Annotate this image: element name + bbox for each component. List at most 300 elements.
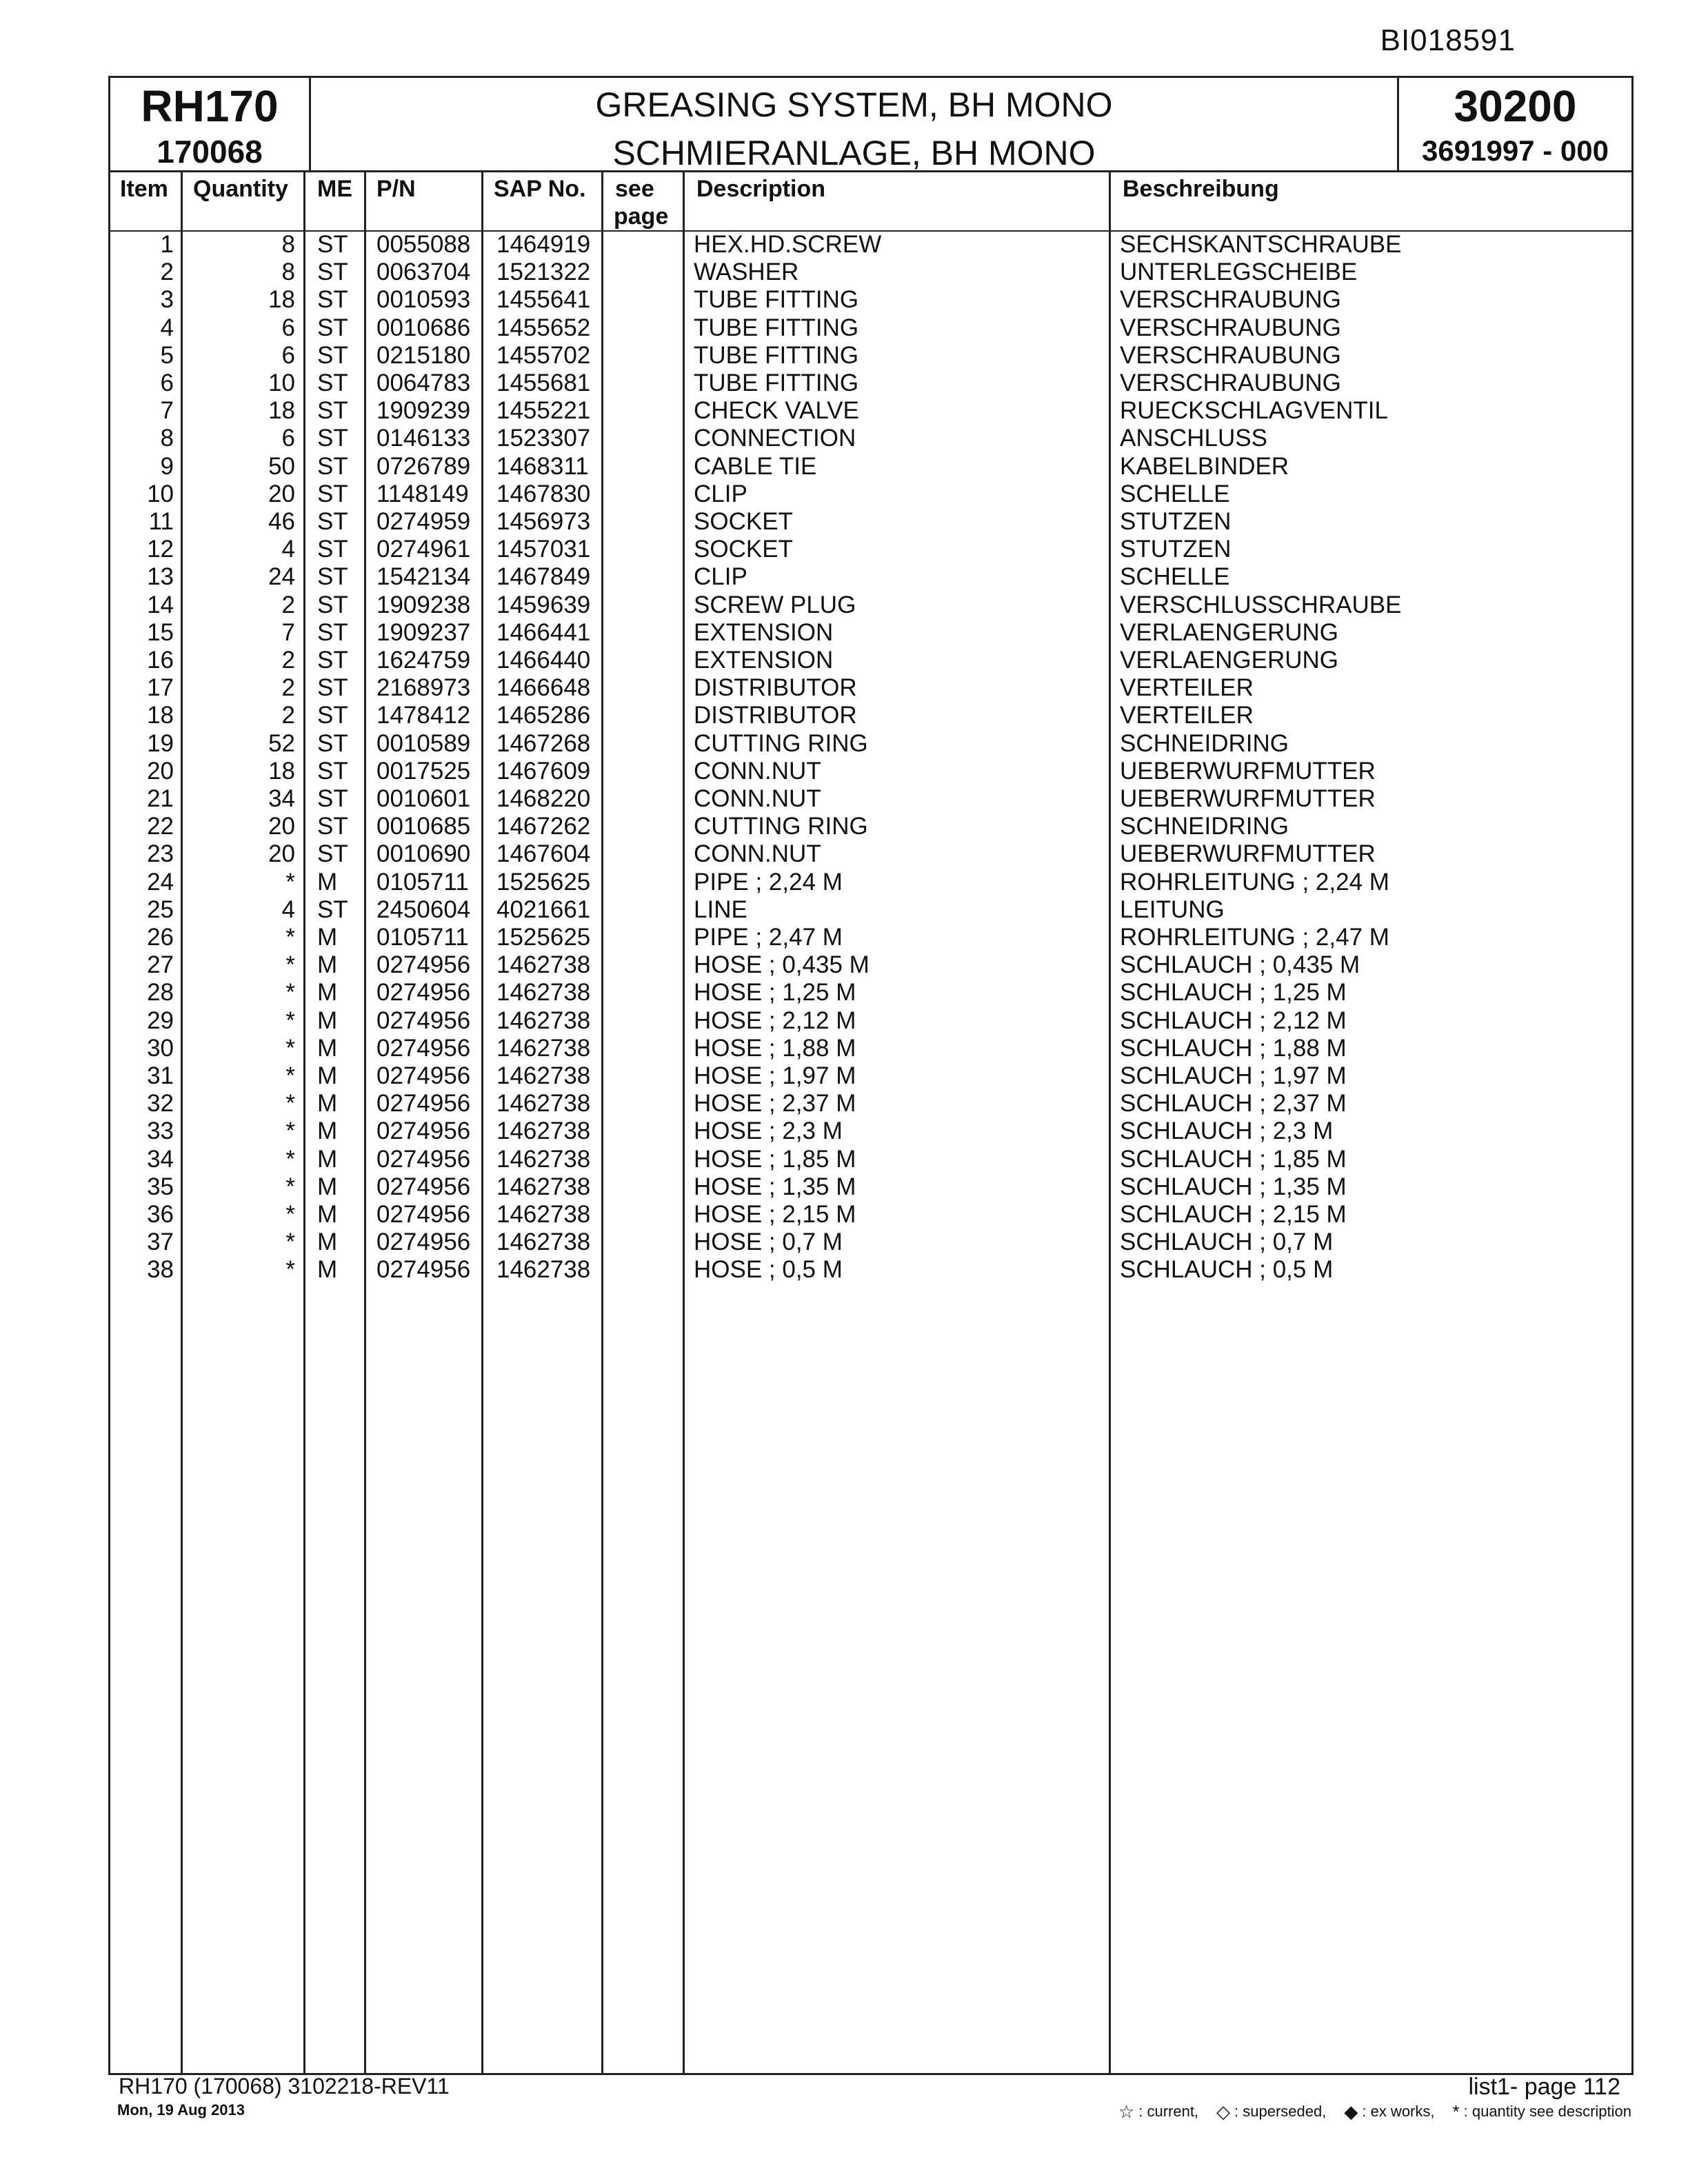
part-number-cell: 1909238 <box>376 591 471 618</box>
table-row <box>0 1035 1688 1062</box>
unit-cell: ST <box>317 785 348 812</box>
sap-number-cell: 1462738 <box>496 951 591 979</box>
table-row <box>0 314 1688 342</box>
table-row <box>0 231 1688 259</box>
sap-number-cell: 1462738 <box>496 1062 591 1089</box>
beschreibung-cell: UEBERWURFMUTTER <box>1120 840 1376 868</box>
sap-number-cell: 1466648 <box>496 674 591 702</box>
part-number-cell: 0274956 <box>376 1090 471 1118</box>
beschreibung-cell: ANSCHLUSS <box>1120 425 1267 452</box>
sap-number-cell: 1455221 <box>496 397 591 425</box>
legend-text: : quantity see description <box>1463 2103 1631 2120</box>
table-row <box>0 674 1688 702</box>
sap-number-cell: 1466441 <box>496 618 591 646</box>
quantity-cell: * <box>285 1034 295 1062</box>
table-row <box>0 1118 1688 1145</box>
unit-cell: M <box>317 1118 338 1145</box>
unit-cell: M <box>317 1090 338 1118</box>
unit-cell: M <box>317 1256 338 1284</box>
diamond-outline-icon: ◇ <box>1216 2101 1231 2122</box>
beschreibung-cell: SCHLAUCH ; 2,15 M <box>1120 1201 1347 1228</box>
table-row <box>0 481 1688 508</box>
footer-date: Mon, 19 Aug 2013 <box>117 2101 245 2119</box>
beschreibung-cell: SCHLAUCH ; 1,88 M <box>1120 1034 1347 1062</box>
item-cell: 36 <box>147 1201 174 1228</box>
sap-number-cell: 1464919 <box>496 231 591 258</box>
item-cell: 26 <box>147 924 174 951</box>
sap-number-cell: 1467609 <box>496 757 591 785</box>
part-number-cell: 1624759 <box>376 647 471 674</box>
unit-cell: ST <box>317 452 348 480</box>
table-row <box>0 1007 1688 1035</box>
item-cell: 34 <box>147 1145 174 1173</box>
beschreibung-cell: SCHNEIDRING <box>1120 813 1289 840</box>
table-row <box>0 1146 1688 1173</box>
serial-number: 170068 <box>157 134 263 170</box>
symbol-legend <box>1118 2103 1631 2121</box>
part-number-cell: 0726789 <box>376 452 471 480</box>
quantity-cell: * <box>285 868 295 896</box>
quantity-cell: 46 <box>268 508 295 535</box>
item-cell: 32 <box>147 1090 174 1118</box>
quantity-cell: 2 <box>281 591 295 618</box>
sap-number-cell: 1462738 <box>496 1007 591 1034</box>
description-cell: CONNECTION <box>694 425 856 452</box>
part-number-cell: 1542134 <box>376 563 471 591</box>
quantity-cell: 52 <box>268 729 295 757</box>
item-cell: 28 <box>147 979 174 1007</box>
description-cell: PIPE ; 2,47 M <box>694 924 843 951</box>
beschreibung-cell: VERSCHRAUBUNG <box>1120 341 1341 369</box>
sap-number-cell: 1468311 <box>496 452 589 480</box>
description-cell: TUBE FITTING <box>694 341 859 369</box>
item-cell: 31 <box>147 1062 174 1089</box>
beschreibung-cell: SECHSKANTSCHRAUBE <box>1120 231 1402 258</box>
beschreibung-cell: UEBERWURFMUTTER <box>1120 757 1376 785</box>
part-number-cell: 1478412 <box>376 702 471 729</box>
description-cell: CUTTING RING <box>694 813 868 840</box>
description-cell: TUBE FITTING <box>694 314 859 341</box>
description-cell: LINE <box>694 896 747 923</box>
unit-cell: M <box>317 1145 338 1173</box>
quantity-cell: 4 <box>281 896 295 923</box>
table-row <box>0 896 1688 924</box>
table-row <box>0 1256 1688 1284</box>
beschreibung-cell: SCHLAUCH ; 1,35 M <box>1120 1173 1347 1200</box>
beschreibung-cell: VERTEILER <box>1120 674 1254 702</box>
item-cell: 14 <box>147 591 174 618</box>
beschreibung-cell: SCHLAUCH ; 2,12 M <box>1120 1007 1347 1034</box>
part-number-cell: 0105711 <box>376 868 469 896</box>
unit-cell: ST <box>317 286 348 314</box>
description-cell: HOSE ; 2,15 M <box>694 1201 856 1228</box>
header-box <box>108 76 1634 172</box>
table-row <box>0 453 1688 481</box>
unit-cell: ST <box>317 314 348 341</box>
item-cell: 12 <box>147 536 174 563</box>
legend-text: : superseded, <box>1234 2103 1327 2120</box>
quantity-cell: * <box>285 1118 295 1145</box>
description-cell: TUBE FITTING <box>694 370 859 396</box>
part-number-cell: 1909237 <box>376 618 471 646</box>
quantity-cell: 2 <box>281 674 295 702</box>
item-cell: 33 <box>147 1118 174 1145</box>
beschreibung-cell: STUTZEN <box>1120 536 1232 563</box>
part-number-cell: 0274956 <box>376 979 471 1007</box>
sap-number-cell: 1457031 <box>496 536 591 563</box>
item-cell: 8 <box>160 425 174 452</box>
table-row <box>0 1201 1688 1228</box>
item-cell: 7 <box>160 397 174 425</box>
beschreibung-cell: SCHNEIDRING <box>1120 729 1289 757</box>
legend-text: : current, <box>1138 2103 1199 2120</box>
unit-cell: M <box>317 1062 338 1089</box>
sap-number-cell: 1467604 <box>496 840 591 868</box>
item-cell: 27 <box>147 951 174 979</box>
table-row <box>0 286 1688 314</box>
item-cell: 37 <box>147 1228 174 1256</box>
item-cell: 9 <box>160 452 174 480</box>
unit-cell: M <box>317 979 338 1007</box>
part-number-cell: 0274956 <box>376 1173 471 1200</box>
table-row <box>0 951 1688 979</box>
sap-number-cell: 4021661 <box>496 896 591 923</box>
col-header-me: ME <box>317 176 352 202</box>
sap-number-cell: 1468220 <box>496 785 591 812</box>
sap-number-cell: 1523307 <box>496 425 591 452</box>
beschreibung-cell: SCHELLE <box>1120 563 1230 591</box>
description-cell: EXTENSION <box>694 647 834 674</box>
description-cell: EXTENSION <box>694 618 834 646</box>
part-number-cell: 0017525 <box>376 757 471 785</box>
description-cell: DISTRIBUTOR <box>694 674 857 702</box>
description-cell: SOCKET <box>694 508 793 535</box>
item-cell: 3 <box>160 286 174 314</box>
beschreibung-cell: VERLAENGERUNG <box>1120 647 1339 674</box>
unit-cell: ST <box>317 259 348 286</box>
drawing-number: 3691997 - 000 <box>1422 134 1609 167</box>
quantity-cell: * <box>285 951 295 979</box>
beschreibung-cell: ROHRLEITUNG ; 2,47 M <box>1120 924 1389 951</box>
quantity-cell: 4 <box>281 536 295 563</box>
unit-cell: ST <box>317 702 348 729</box>
col-header-sap: SAP No. <box>494 176 586 202</box>
part-number-cell: 0274956 <box>376 1145 471 1173</box>
unit-cell: ST <box>317 508 348 535</box>
unit-cell: ST <box>317 647 348 674</box>
col-header-see: see <box>615 176 654 202</box>
beschreibung-cell: ROHRLEITUNG ; 2,24 M <box>1120 868 1389 896</box>
quantity-cell: 50 <box>268 452 295 480</box>
quantity-cell: * <box>285 1062 295 1089</box>
table-row <box>0 813 1688 840</box>
description-cell: HOSE ; 0,7 M <box>694 1228 843 1256</box>
unit-cell: ST <box>317 591 348 618</box>
part-number-cell: 0274956 <box>376 1201 471 1228</box>
part-number-cell: 0010686 <box>376 314 471 341</box>
quantity-cell: 8 <box>281 259 295 286</box>
description-cell: HOSE ; 2,3 M <box>694 1118 843 1145</box>
sap-number-cell: 1467849 <box>496 563 591 591</box>
part-number-cell: 0010690 <box>376 840 471 868</box>
beschreibung-cell: SCHLAUCH ; 1,25 M <box>1120 979 1347 1007</box>
quantity-cell: * <box>285 1228 295 1256</box>
table-row <box>0 840 1688 868</box>
description-cell: CLIP <box>694 480 747 507</box>
unit-cell: M <box>317 951 338 979</box>
item-cell: 22 <box>147 813 174 840</box>
sap-number-cell: 1462738 <box>496 1090 591 1118</box>
table-row <box>0 1062 1688 1090</box>
quantity-cell: * <box>285 1090 295 1118</box>
unit-cell: ST <box>317 370 348 396</box>
beschreibung-cell: SCHLAUCH ; 0,435 M <box>1120 951 1360 979</box>
part-number-cell: 0215180 <box>376 341 471 369</box>
item-cell: 6 <box>160 370 174 396</box>
footer-reference: RH170 (170068) 3102218-REV11 <box>119 2074 450 2099</box>
part-number-cell: 0010601 <box>376 785 471 812</box>
unit-cell: ST <box>317 341 348 369</box>
sap-number-cell: 1521322 <box>496 259 591 286</box>
sap-number-cell: 1462738 <box>496 979 591 1007</box>
item-cell: 4 <box>160 314 174 341</box>
quantity-cell: 20 <box>268 813 295 840</box>
table-row <box>0 370 1688 397</box>
quantity-cell: 18 <box>268 757 295 785</box>
legend-text: : ex works, <box>1362 2103 1435 2120</box>
unit-cell: ST <box>317 813 348 840</box>
unit-cell: M <box>317 1173 338 1200</box>
item-cell: 10 <box>147 480 174 507</box>
beschreibung-cell: KABELBINDER <box>1120 452 1289 480</box>
sap-number-cell: 1455681 <box>496 370 591 396</box>
title-german: SCHMIERANLAGE, BH MONO <box>612 134 1096 172</box>
unit-cell: ST <box>317 840 348 868</box>
item-cell: 24 <box>147 868 174 896</box>
col-header-page: page <box>614 203 669 230</box>
sap-number-cell: 1462738 <box>496 1201 591 1228</box>
part-number-cell: 0146133 <box>376 425 471 452</box>
part-number-cell: 0064783 <box>376 370 471 396</box>
sap-number-cell: 1462738 <box>496 1145 591 1173</box>
table-row <box>0 647 1688 674</box>
quantity-cell: * <box>285 979 295 1007</box>
item-cell: 30 <box>147 1034 174 1062</box>
sap-number-cell: 1455652 <box>496 314 591 341</box>
unit-cell: ST <box>317 397 348 425</box>
description-cell: SOCKET <box>694 536 793 563</box>
quantity-cell: 20 <box>268 840 295 868</box>
description-cell: CONN.NUT <box>694 840 821 868</box>
sap-number-cell: 1462738 <box>496 1256 591 1284</box>
quantity-cell: 24 <box>268 563 295 591</box>
table-row <box>0 592 1688 619</box>
quantity-cell: * <box>285 1145 295 1173</box>
unit-cell: ST <box>317 231 348 258</box>
quantity-cell: 6 <box>281 425 295 452</box>
part-number-cell: 2168973 <box>376 674 471 702</box>
beschreibung-cell: VERTEILER <box>1120 702 1254 729</box>
part-number-cell: 0274956 <box>376 1256 471 1284</box>
quantity-cell: 6 <box>281 341 295 369</box>
document-id: BI018591 <box>1380 23 1516 57</box>
star-outline-icon: ☆ <box>1118 2101 1135 2122</box>
quantity-cell: 2 <box>281 702 295 729</box>
sap-number-cell: 1465286 <box>496 702 591 729</box>
table-row <box>0 758 1688 785</box>
unit-cell: ST <box>317 896 348 923</box>
part-number-cell: 0055088 <box>376 231 471 258</box>
item-cell: 23 <box>147 840 174 868</box>
unit-cell: M <box>317 868 338 896</box>
part-number-cell: 1148149 <box>376 480 469 507</box>
item-cell: 15 <box>147 618 174 646</box>
unit-cell: ST <box>317 618 348 646</box>
unit-cell: ST <box>317 536 348 563</box>
group-number: 30200 <box>1454 81 1577 131</box>
part-number-cell: 0010593 <box>376 286 471 314</box>
beschreibung-cell: UEBERWURFMUTTER <box>1120 785 1376 812</box>
item-cell: 17 <box>147 674 174 702</box>
quantity-cell: 7 <box>281 618 295 646</box>
table-row <box>0 785 1688 813</box>
item-cell: 13 <box>147 563 174 591</box>
col-header-pn: P/N <box>376 176 416 202</box>
sap-number-cell: 1525625 <box>496 924 591 951</box>
sap-number-cell: 1459639 <box>496 591 591 618</box>
beschreibung-cell: VERSCHRAUBUNG <box>1120 314 1341 341</box>
unit-cell: M <box>317 924 338 951</box>
part-number-cell: 0274956 <box>376 1034 471 1062</box>
part-number-cell: 2450604 <box>376 896 471 923</box>
quantity-cell: 10 <box>268 370 295 396</box>
table-row <box>0 342 1688 370</box>
part-number-cell: 0274959 <box>376 508 471 535</box>
beschreibung-cell: UNTERLEGSCHEIBE <box>1120 259 1358 286</box>
part-number-cell: 0274956 <box>376 1062 471 1089</box>
unit-cell: M <box>317 1007 338 1034</box>
quantity-cell: * <box>285 1173 295 1200</box>
table-row <box>0 1228 1688 1256</box>
item-cell: 21 <box>147 785 174 812</box>
beschreibung-cell: VERLAENGERUNG <box>1120 618 1339 646</box>
quantity-cell: 18 <box>268 286 295 314</box>
item-cell: 19 <box>147 729 174 757</box>
unit-cell: ST <box>317 757 348 785</box>
part-number-cell: 0274961 <box>376 536 471 563</box>
description-cell: DISTRIBUTOR <box>694 702 857 729</box>
beschreibung-cell: SCHELLE <box>1120 480 1230 507</box>
footer-page-number: list1- page 112 <box>1468 2074 1620 2100</box>
col-header-quantity: Quantity <box>193 176 288 202</box>
beschreibung-cell: VERSCHLUSSCHRAUBE <box>1120 591 1402 618</box>
beschreibung-cell: RUECKSCHLAGVENTIL <box>1120 397 1388 425</box>
unit-cell: ST <box>317 563 348 591</box>
quantity-cell: * <box>285 924 295 951</box>
diamond-filled-icon: ◆ <box>1344 2101 1358 2122</box>
item-cell: 20 <box>147 757 174 785</box>
description-cell: CUTTING RING <box>694 729 868 757</box>
description-cell: TUBE FITTING <box>694 286 859 314</box>
item-cell: 18 <box>147 702 174 729</box>
item-cell: 25 <box>147 896 174 923</box>
quantity-cell: * <box>285 1201 295 1228</box>
item-cell: 11 <box>148 508 174 535</box>
table-row <box>0 425 1688 452</box>
sap-number-cell: 1455641 <box>496 286 591 314</box>
beschreibung-cell: VERSCHRAUBUNG <box>1120 286 1341 314</box>
unit-cell: ST <box>317 480 348 507</box>
beschreibung-cell: STUTZEN <box>1120 508 1232 535</box>
quantity-cell: * <box>285 1007 295 1034</box>
description-cell: HOSE ; 1,88 M <box>694 1034 856 1062</box>
description-cell: WASHER <box>694 259 799 286</box>
beschreibung-cell: SCHLAUCH ; 2,37 M <box>1120 1090 1347 1118</box>
sap-number-cell: 1462738 <box>496 1034 591 1062</box>
description-cell: CONN.NUT <box>694 785 821 812</box>
sap-number-cell: 1467268 <box>496 729 591 757</box>
quantity-cell: 20 <box>268 480 295 507</box>
beschreibung-cell: LEITUNG <box>1120 896 1225 923</box>
description-cell: CHECK VALVE <box>694 397 859 425</box>
table-row <box>0 730 1688 758</box>
beschreibung-cell: SCHLAUCH ; 2,3 M <box>1120 1118 1334 1145</box>
item-cell: 35 <box>147 1173 174 1200</box>
asterisk-icon: * <box>1452 2101 1460 2122</box>
item-cell: 29 <box>147 1007 174 1034</box>
beschreibung-cell: VERSCHRAUBUNG <box>1120 370 1341 396</box>
unit-cell: M <box>317 1201 338 1228</box>
table-row <box>0 508 1688 536</box>
unit-cell: ST <box>317 425 348 452</box>
sap-number-cell: 1462738 <box>496 1173 591 1200</box>
description-cell: CABLE TIE <box>694 452 817 480</box>
description-cell: HOSE ; 1,25 M <box>694 979 856 1007</box>
description-cell: HOSE ; 0,5 M <box>694 1256 843 1284</box>
beschreibung-cell: SCHLAUCH ; 0,5 M <box>1120 1256 1334 1284</box>
table-row <box>0 563 1688 591</box>
quantity-cell: 34 <box>268 785 295 812</box>
table-row <box>0 1173 1688 1201</box>
part-number-cell: 0105711 <box>376 924 469 951</box>
beschreibung-cell: SCHLAUCH ; 1,97 M <box>1120 1062 1347 1089</box>
description-cell: HOSE ; 1,35 M <box>694 1173 856 1200</box>
sap-number-cell: 1525625 <box>496 868 591 896</box>
description-cell: HEX.HD.SCREW <box>694 231 882 258</box>
description-cell: HOSE ; 0,435 M <box>694 951 870 979</box>
description-cell: HOSE ; 2,37 M <box>694 1090 856 1118</box>
table-row <box>0 619 1688 647</box>
quantity-cell: * <box>285 1256 295 1284</box>
beschreibung-cell: SCHLAUCH ; 1,85 M <box>1120 1145 1347 1173</box>
part-number-cell: 1909239 <box>376 397 471 425</box>
table-row <box>0 702 1688 729</box>
sap-number-cell: 1455702 <box>496 341 591 369</box>
sap-number-cell: 1467830 <box>496 480 591 507</box>
beschreibung-cell: SCHLAUCH ; 0,7 M <box>1120 1228 1334 1256</box>
table-row <box>0 1090 1688 1118</box>
quantity-cell: 6 <box>281 314 295 341</box>
quantity-cell: 8 <box>281 231 295 258</box>
col-header-description: Description <box>696 176 826 202</box>
part-number-cell: 0010685 <box>376 813 471 840</box>
sap-number-cell: 1462738 <box>496 1228 591 1256</box>
part-number-cell: 0274956 <box>376 951 471 979</box>
table-row <box>0 924 1688 951</box>
part-number-cell: 0274956 <box>376 1228 471 1256</box>
part-number-cell: 0274956 <box>376 1007 471 1034</box>
part-number-cell: 0274956 <box>376 1118 471 1145</box>
